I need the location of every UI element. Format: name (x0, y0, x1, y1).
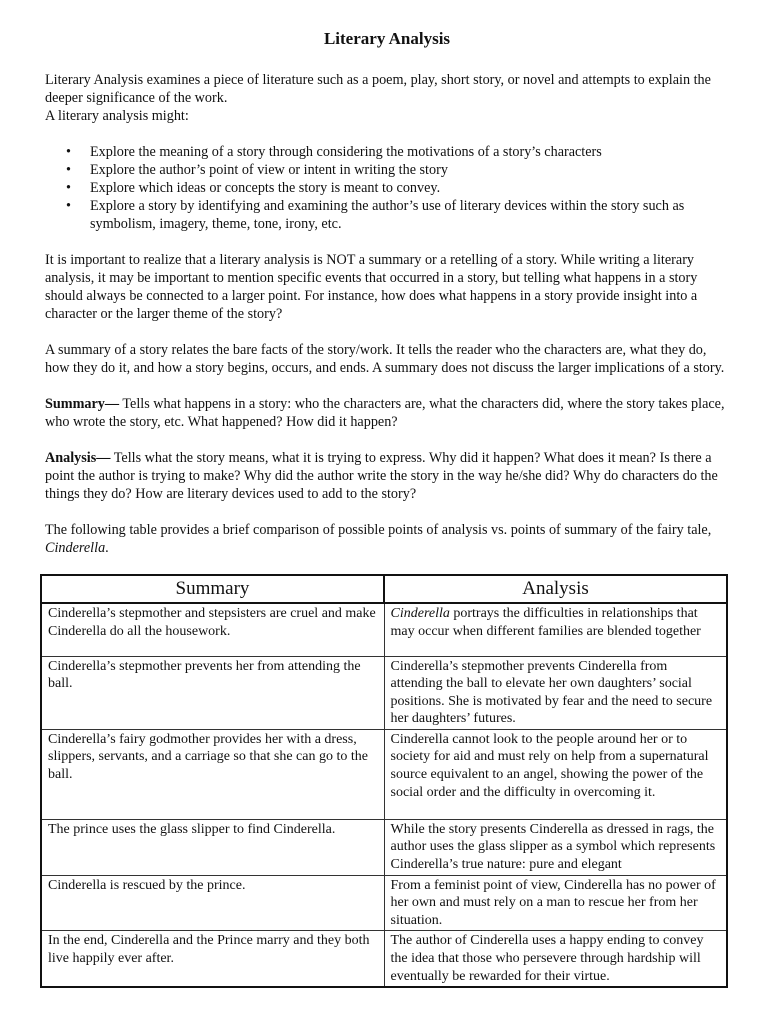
summary-cell: In the end, Cinderella and the Prince marry and they both live happily ever after. (41, 931, 384, 987)
not-summary-paragraph: It is important to realize that a literary analysis is NOT a summary or a retelling of a story. While writing a literary analysis, it may be important to mention specific events that occurred in a story, but telling what happens in a story should always be connected to a larger point. For instance, how does what happens in a story provide insight into a character or the larger theme of the story? (45, 252, 698, 322)
analysis-cell: From a feminist point of view, Cinderella has no power of her own and must rely on a man to rescue her from her situation. (384, 875, 727, 931)
bullet-icon: • (66, 162, 71, 178)
analysis-cell: The author of Cinderella uses a happy ending to convey the idea that those who persevere through hardship will eventually be rewarded for their virtue. (384, 931, 727, 987)
analysis-lead: Analysis— (45, 450, 111, 466)
analysis-text: Tells what the story means, what it is trying to express. Why did it happen? What does it mean? Is there a point the author is trying to make? Why did the author write the story in the way he/she did? Why do characters do the things they do? How are literary devices used to add to the story? (45, 450, 718, 502)
summary-cell: Cinderella’s stepmother and stepsisters are cruel and make Cinderella do all the housework. (41, 603, 384, 656)
analysis-paragraph (45, 449, 729, 503)
table-row (41, 875, 727, 931)
analysis-column-header: Analysis (384, 575, 727, 603)
summary-cell: The prince uses the glass slipper to find Cinderella. (41, 819, 384, 875)
analysis-cell: Cinderella cannot look to the people around her or to society for aid and must rely on help from a supernatural source equivalent to an angel, showing the power of the social order and the difficulty in overcoming it. (384, 729, 727, 819)
analysis-cell: Cinderella’s stepmother prevents Cinderella from attending the ball to elevate her own daughters’ social positions. She is motivated by fear and the need to secure her daughters’ futures. (384, 656, 727, 729)
table-row (41, 603, 727, 656)
summary-cell: Cinderella’s fairy godmother provides her with a dress, slippers, servants, and a carriage so that she can go to the ball. (41, 729, 384, 819)
table-row (41, 656, 727, 729)
table-row (41, 729, 727, 819)
bullet-icon: • (66, 180, 71, 196)
bullet-icon: • (66, 144, 71, 160)
intro-list-lead: A literary analysis might: (45, 108, 189, 124)
intro-paragraph (45, 71, 729, 125)
table-row (41, 931, 727, 987)
list-item: • Explore the meaning of a story through considering the motivations of a story’s characters (66, 144, 602, 160)
bullet-icon: • (66, 198, 71, 214)
summary-lead: Summary— (45, 396, 120, 412)
analysis-cell: While the story presents Cinderella as dressed in rags, the author uses the glass slipper as a symbol which represents Cinderella’s true nature: pure and elegant (384, 819, 727, 875)
fairy-tale-title: Cinderella (45, 540, 106, 556)
document-page (45, 28, 729, 557)
summary-definition-paragraph: A summary of a story relates the bare facts of the story/work. It tells the reader who the characters are, what they do, how they do it, and how a story begins, occurs, and ends. A summary does not discuss the larger implications of a story. (45, 342, 725, 376)
analysis-purpose-list (45, 143, 729, 233)
summary-column-header: Summary (41, 575, 384, 603)
analysis-cell: Cinderella portrays the difficulties in relationships that may occur when different families are blended together (384, 603, 727, 656)
summary-cell: Cinderella is rescued by the prince. (41, 875, 384, 931)
list-item: • Explore which ideas or concepts the story is meant to convey. (66, 180, 441, 196)
intro-text: Literary Analysis examines a piece of literature such as a poem, play, short story, or novel and attempts to explain the deeper significance of the work. (45, 72, 711, 106)
table-intro-paragraph: The following table provides a brief comparison of possible points of analysis vs. points of summary of the fairy tale, Cinderella. (45, 522, 712, 556)
table-header-row (41, 575, 727, 603)
list-item: • Explore a story by identifying and examining the author’s use of literary devices within the story such as symbolism, imagery, theme, tone, irony, etc. (66, 198, 685, 232)
comparison-table (40, 574, 728, 988)
page-title: Literary Analysis (323, 29, 451, 48)
list-item: • Explore the author’s point of view or intent in writing the story (66, 162, 448, 178)
table-row (41, 819, 727, 875)
summary-paragraph (45, 395, 729, 431)
summary-text: Tells what happens in a story: who the characters are, what the characters did, where the story takes place, who wrote the story, etc. What happened? How did it happen? (45, 396, 725, 430)
summary-cell: Cinderella’s stepmother prevents her from attending the ball. (41, 656, 384, 729)
